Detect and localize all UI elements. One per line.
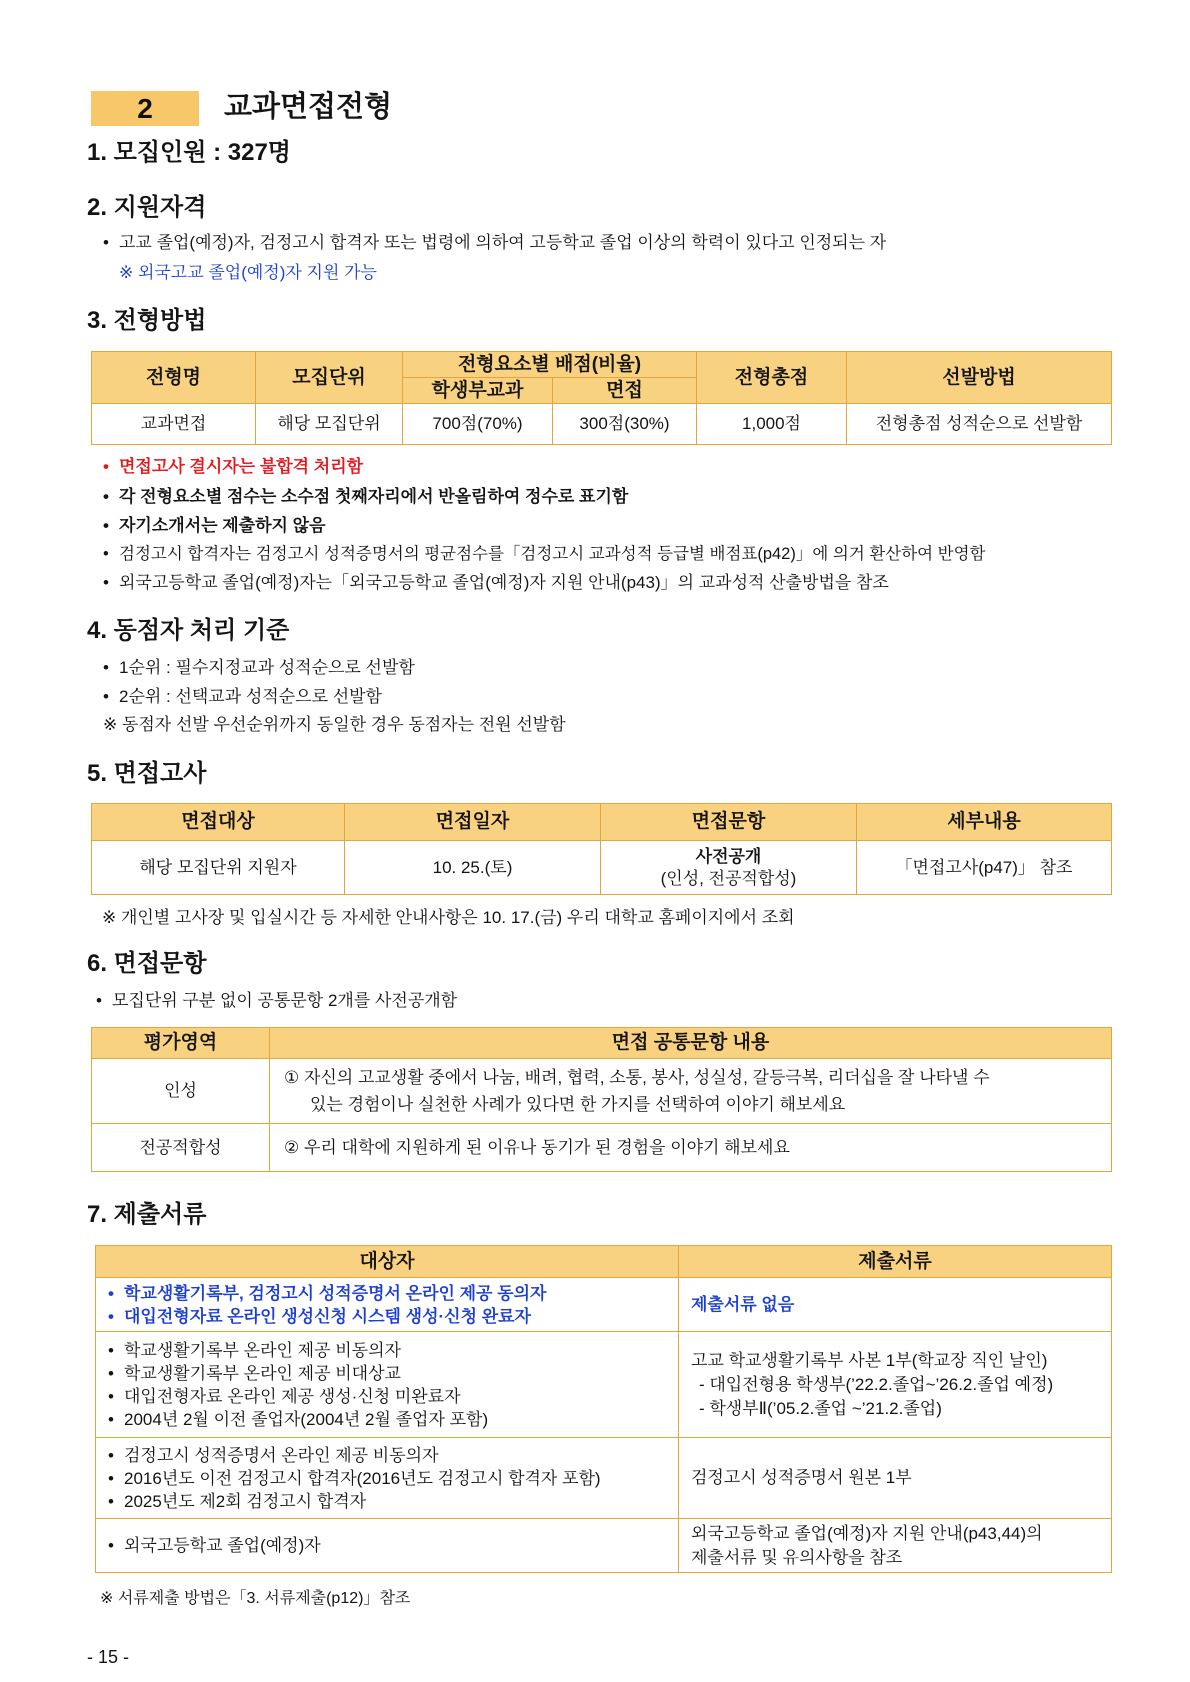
eligibility-bullet: • 고교 졸업(예정)자, 검정고시 합격자 또는 법령에 의하여 고등학교 졸업 이상의 학력이 있다고 인정되는 자 <box>103 232 886 254</box>
question-areas: (인성, 전공적합성) <box>660 868 797 888</box>
section-number-badge: 2 <box>91 91 199 126</box>
cell-selection-name: 교과면접 <box>92 404 256 445</box>
th-interview: 면접 <box>553 378 697 404</box>
heading-selection-method: 3. 전형방법 <box>87 307 207 334</box>
question-2-line: ② 우리 대학에 지원하게 된 이유나 동기가 된 경험을 이야기 해보세요 <box>284 1138 790 1157</box>
cell-applicants <box>96 1438 679 1519</box>
cell-interview-target: 해당 모집단위 지원자 <box>92 841 345 895</box>
document-line: 제출서류 및 유의사항을 참조 <box>691 1547 903 1567</box>
note-ged-conversion: • 검정고시 합격자는 검정고시 성적증명서의 평균점수를「검정고시 교과성적 등급별 배점표(p42)」에 의거 환산하여 반영함 <box>103 543 986 565</box>
page-number: - 15 - <box>87 1647 130 1667</box>
applicant-item: • 검정고시 성적증명서 온라인 제공 비동의자 <box>108 1444 678 1467</box>
document-line: 고교 학교생활기록부 사본 1부(학교장 직인 날인) <box>691 1350 1048 1370</box>
cell-applicants <box>96 1519 679 1573</box>
question-1-line: ① 자신의 고교생활 중에서 나눔, 배려, 협력, 소통, 봉사, 성실성, 갈등극복, 리더십을 잘 나타낼 수 <box>284 1068 990 1087</box>
table-row <box>96 1438 1112 1519</box>
table-row <box>92 404 1112 445</box>
table-row <box>92 841 1112 895</box>
heading-eligibility: 2. 지원자격 <box>87 194 207 221</box>
cell-total-score: 1,000점 <box>697 404 847 445</box>
section-title: 교과면접전형 <box>224 91 393 123</box>
question-disclosure: 사전공개 <box>695 846 762 866</box>
cell-documents <box>679 1438 1112 1519</box>
cell-area-character: 인성 <box>92 1059 270 1124</box>
table-row <box>92 1059 1112 1124</box>
applicant-item: • 학교생활기록부 온라인 제공 비대상교 <box>108 1362 678 1385</box>
heading-interview-exam: 5. 면접고사 <box>87 760 207 787</box>
th-selection-name: 전형명 <box>92 352 256 404</box>
heading-tiebreak: 4. 동점자 처리 기준 <box>87 617 290 644</box>
cell-question-1 <box>270 1059 1112 1124</box>
cell-recruit-unit: 해당 모집단위 <box>256 404 403 445</box>
applicant-item: • 2016년도 이전 검정고시 합격자(2016년도 검정고시 합격자 포함) <box>108 1467 678 1490</box>
heading-interview-questions: 6. 면접문항 <box>87 950 207 977</box>
cell-documents <box>679 1278 1112 1332</box>
table-row <box>96 1519 1112 1573</box>
th-interview-target: 면접대상 <box>92 804 345 841</box>
th-recruit-unit: 모집단위 <box>256 352 403 404</box>
interview-exam-table <box>91 803 1112 895</box>
document-subline: - 대입전형용 학생부(’22.2.졸업~’26.2.졸업 예정) <box>699 1374 1054 1394</box>
th-interview-details: 세부내용 <box>857 804 1112 841</box>
th-applicant: 대상자 <box>96 1246 679 1278</box>
cell-interview-questions <box>601 841 857 895</box>
cell-documents <box>679 1332 1112 1438</box>
document-line: 제출서류 없음 <box>691 1294 795 1314</box>
applicant-item: • 학교생활기록부, 검정고시 성적증명서 온라인 제공 동의자 <box>108 1282 678 1305</box>
tiebreak-item: • 2순위 : 선택교과 성적순으로 선발함 <box>103 686 382 708</box>
th-required-documents: 제출서류 <box>679 1246 1112 1278</box>
cell-interview-details: 「면접고사(p47)」 참조 <box>857 841 1112 895</box>
interview-note: ※ 개인별 고사장 및 입실시간 등 자세한 안내사항은 10. 17.(금) 우리 대학교 홈페이지에서 조회 <box>102 908 795 927</box>
th-selection-rule: 선발방법 <box>847 352 1112 404</box>
cell-selection-rule: 전형총점 성적순으로 선발함 <box>847 404 1112 445</box>
th-score-allocation: 전형요소별 배점(비율) <box>403 352 697 378</box>
table-row <box>96 1278 1112 1332</box>
applicant-item: • 외국고등학교 졸업(예정)자 <box>108 1534 678 1557</box>
cell-applicants <box>96 1332 679 1438</box>
documents-note: ※ 서류제출 방법은「3. 서류제출(p12)」참조 <box>100 1590 411 1607</box>
selection-method-table <box>91 351 1112 445</box>
question-1-line: 있는 경험이나 실천한 사례가 있다면 한 가지를 선택하여 이야기 해보세요 <box>310 1095 846 1114</box>
cell-documents <box>679 1519 1112 1573</box>
cell-area-major-fit: 전공적합성 <box>92 1124 270 1172</box>
cell-school-record-score: 700점(70%) <box>403 404 553 445</box>
th-interview-date: 면접일자 <box>345 804 601 841</box>
cell-interview-score: 300점(30%) <box>553 404 697 445</box>
applicant-item: • 학교생활기록부 온라인 제공 비동의자 <box>108 1339 678 1362</box>
interview-questions-table <box>91 1027 1112 1172</box>
tiebreak-item: • 1순위 : 필수지정교과 성적순으로 선발함 <box>103 657 415 679</box>
applicant-item: • 대입전형자료 온라인 제공 생성·신청 미완료자 <box>108 1385 678 1408</box>
cell-question-2 <box>270 1124 1112 1172</box>
questions-bullet: • 모집단위 구분 없이 공통문항 2개를 사전공개함 <box>96 990 457 1012</box>
heading-documents: 7. 제출서류 <box>87 1201 207 1228</box>
eligibility-note: ※ 외국고교 졸업(예정)자 지원 가능 <box>119 263 377 282</box>
note-foreign-school: • 외국고등학교 졸업(예정)자는「외국고등학교 졸업(예정)자 지원 안내(p43)」의 교과성적 산출방법을 참조 <box>103 572 889 594</box>
documents-table <box>95 1245 1112 1573</box>
th-interview-questions: 면접문항 <box>601 804 857 841</box>
document-line: 검정고시 성적증명서 원본 1부 <box>691 1468 912 1487</box>
document-line: 외국고등학교 졸업(예정)자 지원 안내(p43,44)의 <box>691 1523 1043 1543</box>
note-no-self-intro: • 자기소개서는 제출하지 않음 <box>103 515 326 537</box>
tiebreak-note: ※ 동점자 선발 우선순위까지 동일한 경우 동점자는 전원 선발함 <box>103 715 566 734</box>
table-row <box>96 1332 1112 1438</box>
note-rounding: • 각 전형요소별 점수는 소수점 첫째자리에서 반올림하여 정수로 표기함 <box>103 486 628 508</box>
table-row <box>92 1124 1112 1172</box>
note-absentee-fail: • 면접고사 결시자는 불합격 처리함 <box>103 456 363 478</box>
applicant-item: • 2025년도 제2회 검정고시 합격자 <box>108 1490 678 1513</box>
applicant-item: • 대입전형자료 온라인 생성신청 시스템 생성·신청 완료자 <box>108 1305 678 1328</box>
th-common-questions: 면접 공통문항 내용 <box>270 1028 1112 1059</box>
th-total-score: 전형총점 <box>697 352 847 404</box>
th-evaluation-area: 평가영역 <box>92 1028 270 1059</box>
th-school-record: 학생부교과 <box>403 378 553 404</box>
cell-applicants <box>96 1278 679 1332</box>
cell-interview-date: 10. 25.(토) <box>345 841 601 895</box>
applicant-item: • 2004년 2월 이전 졸업자(2004년 2월 졸업자 포함) <box>108 1408 678 1431</box>
heading-recruitment-count: 1. 모집인원 : 327명 <box>87 139 291 166</box>
document-subline: - 학생부Ⅱ(’05.2.졸업 ~’21.2.졸업) <box>699 1398 942 1418</box>
